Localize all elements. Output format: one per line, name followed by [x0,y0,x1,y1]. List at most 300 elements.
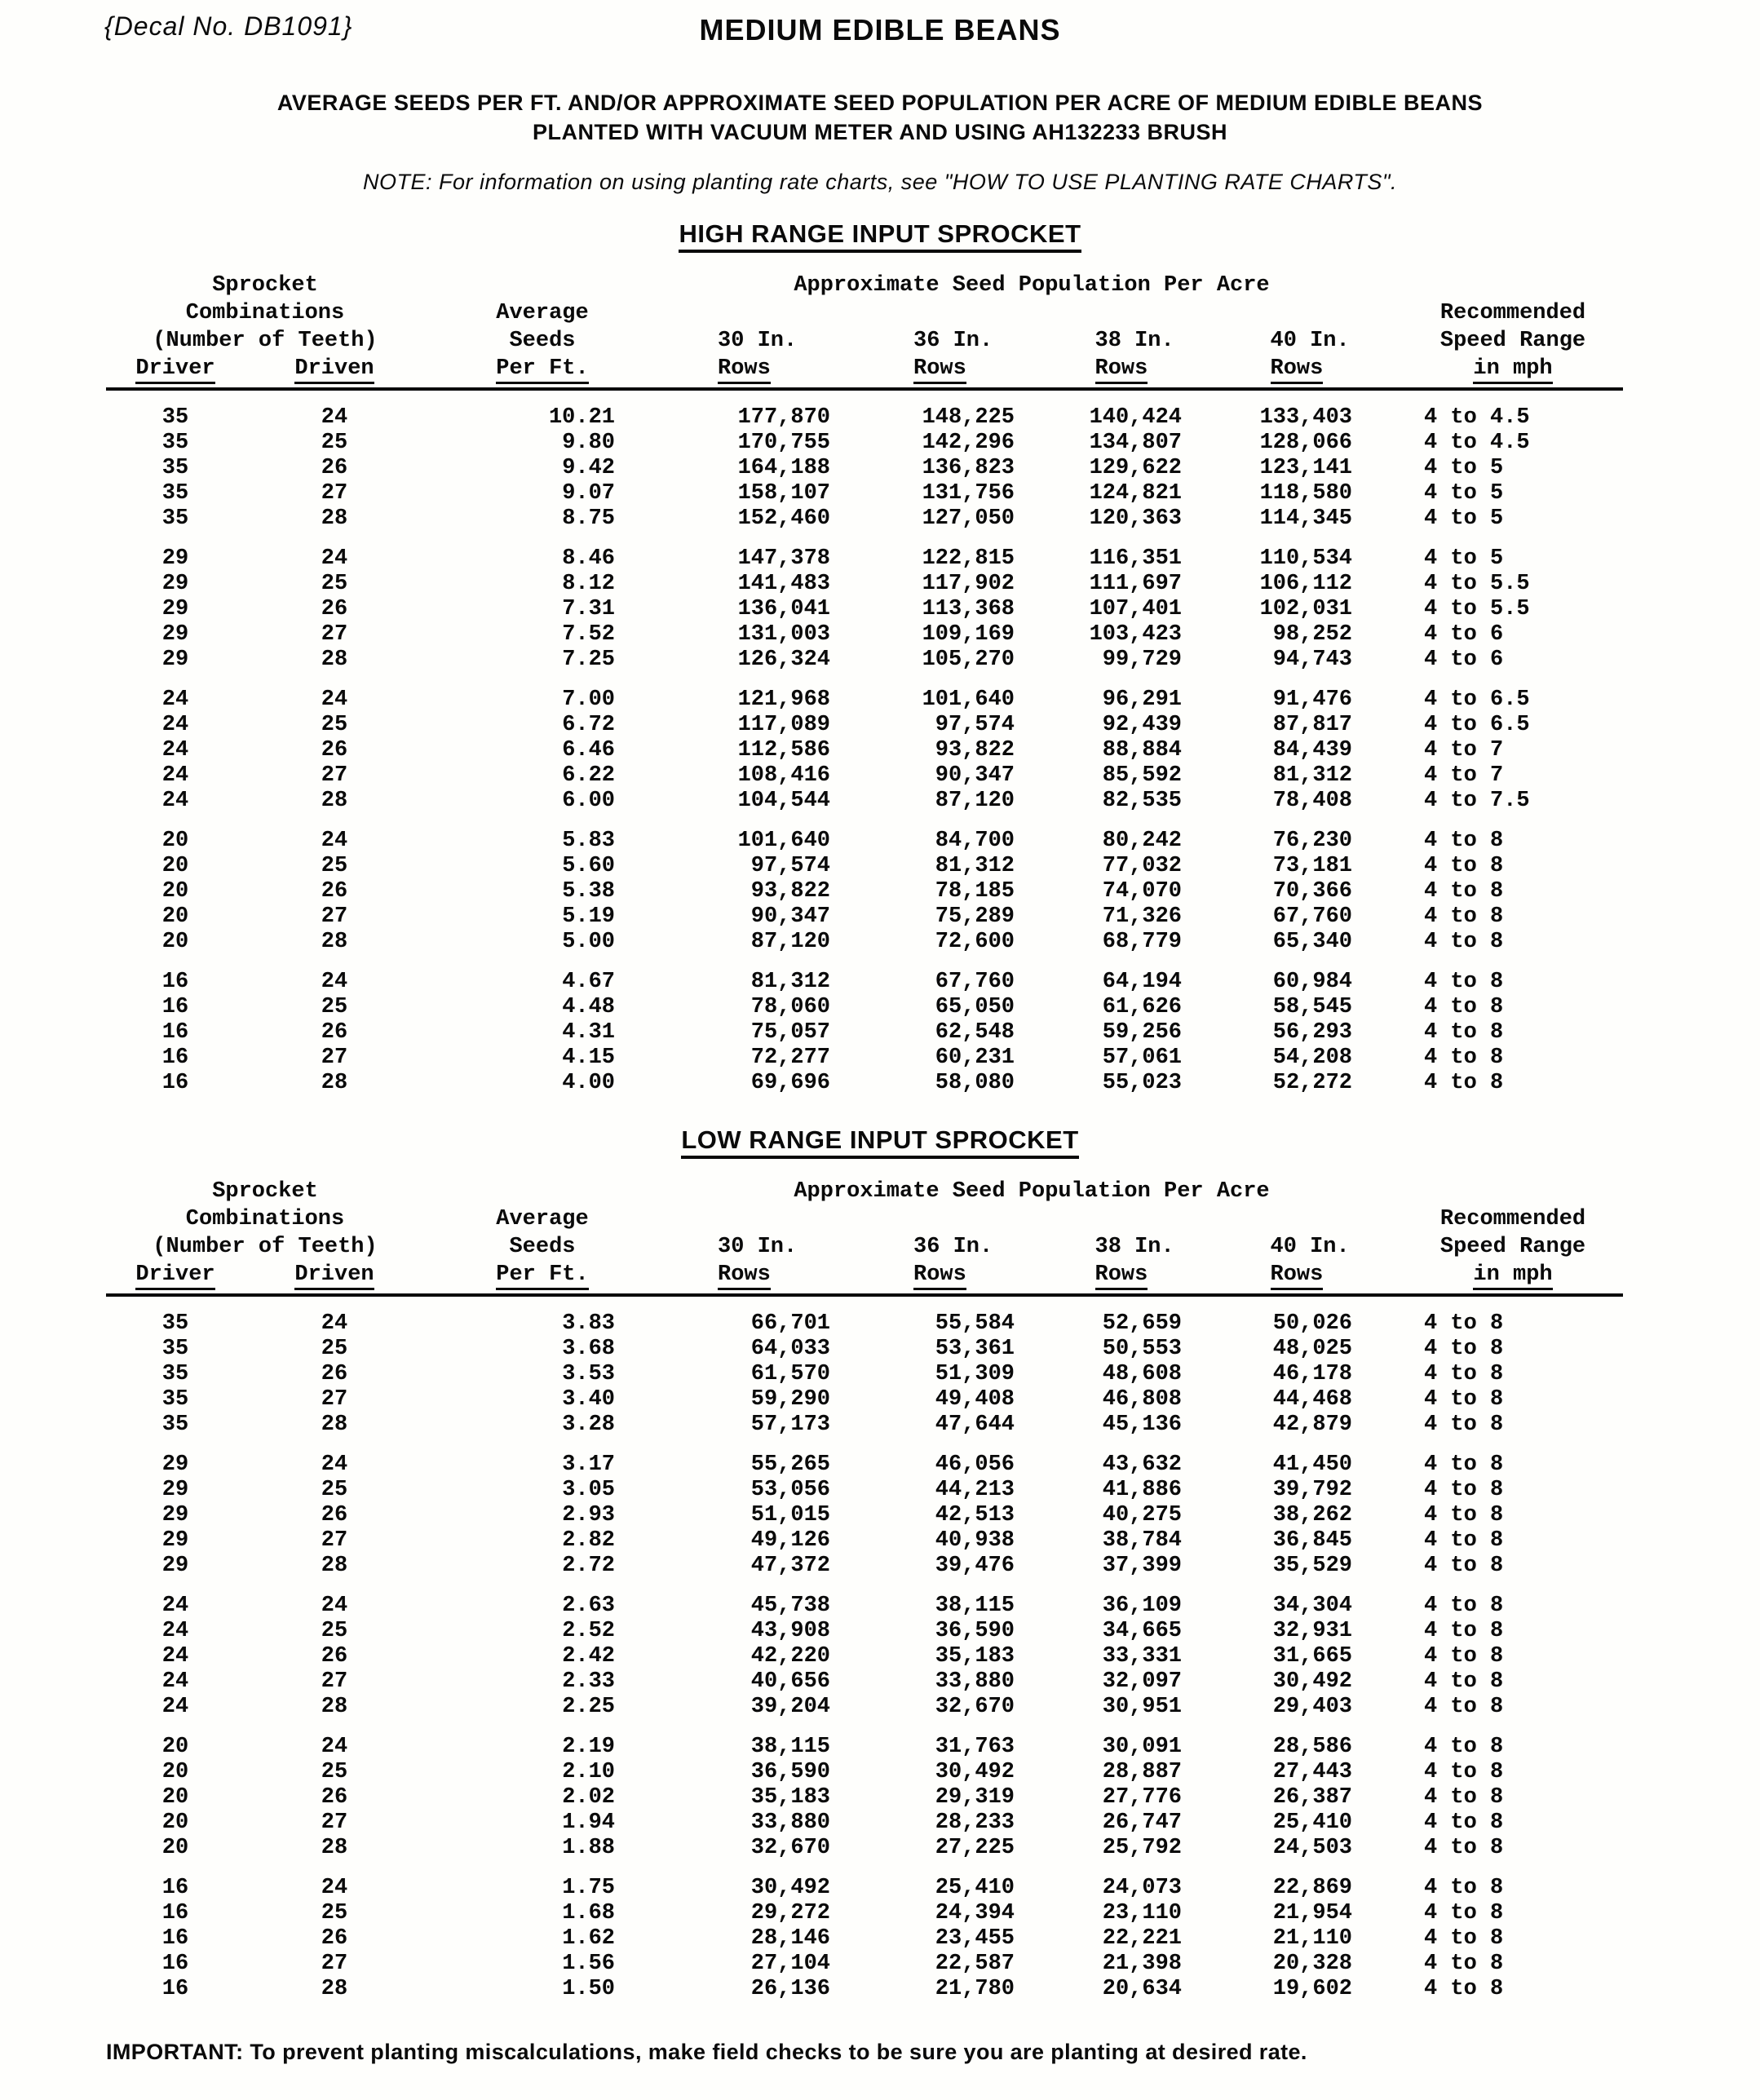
rows-30in-cell: 75,057 [750,1020,830,1045]
rows-30in-cell: 45,738 [750,1594,830,1618]
rows-36in-cell: 127,050 [922,506,1015,531]
seeds-per-ft-cell: 3.28 [562,1413,615,1437]
rows-38in-cell: 80,242 [1102,829,1182,853]
speed-range-cell: 4 to 8 [1424,1735,1504,1759]
driven-cell: 24 [321,1594,348,1618]
rows-38in-cell: 99,729 [1102,648,1182,672]
driven-cell: 25 [321,1760,348,1784]
group-gap [106,1438,1623,1452]
rows-40in-cell: 76,230 [1272,829,1352,853]
driven-cell: 28 [321,930,348,954]
col-header-36in: 36 In. [913,1235,993,1259]
driven-header: Driven [245,356,424,384]
driver-cell: 20 [161,1785,189,1810]
speed-range-cell: 4 to 8 [1424,1901,1504,1925]
rows-38in-cell: 40,275 [1102,1503,1182,1527]
driver-cell: 20 [161,1836,189,1860]
rows-30in-cell: 101,640 [737,829,830,853]
rows-header-36in: Rows [865,356,1052,384]
seeds-per-ft-cell: 3.83 [562,1311,615,1336]
driver-cell: 29 [161,1478,189,1502]
speed-range-cell: 4 to 8 [1424,1387,1504,1412]
table-row [106,713,1623,738]
rows-40in-cell: 26,387 [1272,1785,1352,1810]
rows-38in-cell: 52,659 [1102,1311,1182,1336]
rows-40in-cell: 78,408 [1272,789,1352,813]
rows-30in-cell: 55,265 [750,1452,830,1477]
document-subtitle [0,88,1760,147]
seeds-per-ft-cell: 5.00 [562,930,615,954]
driver-cell: 20 [161,930,189,954]
rows-36in-cell: 31,763 [935,1735,1015,1759]
rows-38in-cell: 27,776 [1102,1785,1182,1810]
rows-40in-cell: 28,586 [1272,1735,1352,1759]
rows-30in-cell: 49,126 [750,1528,830,1553]
rows-38in-cell: 59,256 [1102,1020,1182,1045]
rows-40in-cell: 60,984 [1272,970,1352,994]
seeds-per-ft-cell: 10.21 [548,405,615,430]
rows-36in-cell: 78,185 [935,879,1015,904]
rows-30in-cell: 66,701 [750,1311,830,1336]
rows-header-40in: Rows [1227,356,1403,384]
table-row [106,1836,1623,1861]
driver-cell: 24 [161,1619,189,1643]
rows-40in-cell: 38,262 [1272,1503,1352,1527]
rows-40in-cell: 42,879 [1272,1413,1352,1437]
driver-cell: 35 [161,1337,189,1361]
rows-36in-cell: 33,880 [935,1669,1015,1694]
driven-cell: 27 [321,1669,348,1694]
rows-40in-cell: 58,545 [1272,995,1352,1019]
seeds-per-ft-cell: 4.00 [562,1071,615,1095]
seeds-per-ft-cell: 6.46 [562,738,615,763]
rows-30in-cell: 121,968 [737,687,830,712]
rows-40in-cell: 98,252 [1272,622,1352,647]
speed-range-cell: 4 to 8 [1424,970,1504,994]
driver-cell: 35 [161,506,189,531]
speed-range-cell: 4 to 8 [1424,1669,1504,1694]
sprocket-header-line1: Sprocket [212,1179,318,1204]
rows-40in-cell: 65,340 [1272,930,1352,954]
rows-38in-cell: 140,424 [1089,405,1182,430]
rows-36in-cell: 72,600 [935,930,1015,954]
table-row [106,995,1623,1020]
rows-38in-cell: 22,221 [1102,1926,1182,1951]
driver-cell: 24 [161,1669,189,1694]
rows-38in-cell: 129,622 [1089,456,1182,480]
driven-cell: 27 [321,1528,348,1553]
driver-cell: 16 [161,1926,189,1951]
speed-range-cell: 4 to 6 [1424,648,1504,672]
table-row [106,405,1623,431]
rows-38in-cell: 21,398 [1102,1952,1182,1976]
rows-30in-cell: 32,670 [750,1836,830,1860]
rows-30in-cell: 35,183 [750,1785,830,1810]
driver-cell: 16 [161,1071,189,1095]
rows-38in-cell: 30,091 [1102,1735,1182,1759]
group-gap [106,532,1623,546]
rows-36in-cell: 62,548 [935,1020,1015,1045]
table-row [106,546,1623,572]
rows-header-38in: Rows [1052,356,1227,384]
mph-header: in mph [1403,1262,1623,1290]
seeds-per-ft-cell: 2.63 [562,1594,615,1618]
speed-range-cell: 4 to 8 [1424,904,1504,929]
rows-36in-cell: 46,056 [935,1452,1015,1477]
speed-range-cell: 4 to 8 [1424,829,1504,853]
rows-header-38in: Rows [1052,1262,1227,1290]
speed-header-line2: Speed Range [1439,329,1586,353]
rows-38in-cell: 26,747 [1102,1810,1182,1835]
subtitle-line-2: PLANTED WITH VACUUM METER AND USING AH132233 BRUSH [532,120,1228,144]
group-gap [106,1720,1623,1735]
speed-range-cell: 4 to 7 [1424,763,1504,788]
driven-cell: 26 [321,456,348,480]
driven-cell: 28 [321,1554,348,1578]
seeds-per-ft-cell: 6.72 [562,713,615,737]
speed-range-cell: 4 to 5 [1424,546,1504,571]
speed-range-cell: 4 to 7.5 [1424,789,1530,813]
rows-38in-cell: 57,061 [1102,1046,1182,1070]
driven-cell: 26 [321,1785,348,1810]
driven-cell: 25 [321,713,348,737]
rows-38in-cell: 71,326 [1102,904,1182,929]
col-header-36in: 36 In. [913,329,993,353]
rows-38in-cell: 50,553 [1102,1337,1182,1361]
rows-40in-cell: 118,580 [1259,481,1352,506]
seeds-per-ft-cell: 3.40 [562,1387,615,1412]
rows-36in-cell: 75,289 [935,904,1015,929]
rows-38in-cell: 88,884 [1102,738,1182,763]
sprocket-header-line2: Combinations [185,1207,345,1231]
driver-cell: 20 [161,1810,189,1835]
driver-cell: 16 [161,1020,189,1045]
driver-cell: 35 [161,1362,189,1386]
rows-40in-cell: 21,954 [1272,1901,1352,1925]
driver-cell: 20 [161,879,189,904]
driver-cell: 20 [161,904,189,929]
table-row [106,648,1623,673]
speed-range-cell: 4 to 8 [1424,1362,1504,1386]
speed-header-line2: Speed Range [1439,1235,1586,1259]
table-row [106,622,1623,648]
rows-36in-cell: 97,574 [935,713,1015,737]
driven-cell: 27 [321,622,348,647]
driven-cell: 27 [321,904,348,929]
rows-40in-cell: 128,066 [1259,431,1352,455]
rows-36in-cell: 21,780 [935,1977,1015,2001]
rows-36in-cell: 60,231 [935,1046,1015,1070]
table-row [106,1046,1623,1071]
group-gap [106,814,1623,829]
driven-cell: 25 [321,1619,348,1643]
rows-36in-cell: 42,513 [935,1503,1015,1527]
rows-40in-cell: 48,025 [1272,1337,1352,1361]
rows-36in-cell: 35,183 [935,1644,1015,1669]
table-row [106,1760,1623,1785]
rows-40in-cell: 44,468 [1272,1387,1352,1412]
rows-36in-cell: 67,760 [935,970,1015,994]
col-header-30in: 30 In. [718,1235,798,1259]
speed-range-cell: 4 to 5.5 [1424,572,1530,596]
table-row [106,1554,1623,1579]
rows-30in-cell: 69,696 [750,1071,830,1095]
driven-cell: 24 [321,1735,348,1759]
seeds-per-ft-cell: 4.31 [562,1020,615,1045]
rows-40in-cell: 21,110 [1272,1926,1352,1951]
table-row [106,597,1623,622]
seeds-per-ft-cell: 8.75 [562,506,615,531]
driver-cell: 35 [161,1387,189,1412]
speed-range-cell: 4 to 8 [1424,930,1504,954]
col-header-38in: 38 In. [1094,1235,1174,1259]
rows-40in-cell: 110,534 [1259,546,1352,571]
rows-30in-cell: 47,372 [750,1554,830,1578]
rows-40in-cell: 56,293 [1272,1020,1352,1045]
seeds-per-ft-cell: 4.48 [562,995,615,1019]
rows-30in-cell: 152,460 [737,506,830,531]
seeds-per-ft-cell: 4.67 [562,970,615,994]
rows-36in-cell: 22,587 [935,1952,1015,1976]
seeds-per-ft-cell: 1.56 [562,1952,615,1976]
speed-range-cell: 4 to 8 [1424,1046,1504,1070]
table-row [106,1452,1623,1478]
rows-40in-cell: 31,665 [1272,1644,1352,1669]
rows-36in-cell: 36,590 [935,1619,1015,1643]
speed-header-line1: Recommended [1439,1207,1586,1231]
table-row [106,1810,1623,1836]
subtitle-line-1: AVERAGE SEEDS PER FT. AND/OR APPROXIMATE SEED POPULATION PER ACRE OF MEDIUM EDIBLE BEANS [276,91,1484,115]
rows-36in-cell: 101,640 [922,687,1015,712]
driven-cell: 26 [321,1362,348,1386]
driven-cell: 24 [321,829,348,853]
rows-36in-cell: 90,347 [935,763,1015,788]
table-row [106,763,1623,789]
col-header-40in: 40 In. [1270,329,1350,353]
seeds-per-ft-cell: 8.46 [562,546,615,571]
seeds-per-ft-cell: 7.00 [562,687,615,712]
speed-range-cell: 4 to 8 [1424,1760,1504,1784]
driver-cell: 29 [161,622,189,647]
driven-cell: 27 [321,481,348,506]
driven-cell: 27 [321,1387,348,1412]
rows-header-36in: Rows [865,1262,1052,1290]
table-row [106,1337,1623,1362]
seeds-per-ft-cell: 6.00 [562,789,615,813]
driver-cell: 16 [161,1876,189,1900]
rows-36in-cell: 148,225 [922,405,1015,430]
speed-range-cell: 4 to 8 [1424,854,1504,878]
rows-40in-cell: 27,443 [1272,1760,1352,1784]
table-row [106,1926,1623,1952]
table-row [106,431,1623,456]
rows-38in-cell: 64,194 [1102,970,1182,994]
rows-30in-cell: 29,272 [750,1901,830,1925]
table-row [106,829,1623,854]
rows-40in-cell: 87,817 [1272,713,1352,737]
rows-36in-cell: 87,120 [935,789,1015,813]
high-range-table-body [106,405,1623,1096]
rows-36in-cell: 53,361 [935,1337,1015,1361]
seeds-per-ft-cell: 5.19 [562,904,615,929]
rows-30in-cell: 51,015 [750,1503,830,1527]
table-row [106,1362,1623,1387]
rows-38in-cell: 38,784 [1102,1528,1182,1553]
seeds-per-ft-cell: 9.07 [562,481,615,506]
rows-30in-cell: 136,041 [737,597,830,621]
rows-40in-cell: 30,492 [1272,1669,1352,1694]
driven-cell: 24 [321,970,348,994]
rows-38in-cell: 124,821 [1089,481,1182,506]
driven-cell: 27 [321,1046,348,1070]
rows-30in-cell: 177,870 [737,405,830,430]
rows-30in-cell: 38,115 [750,1735,830,1759]
seeds-per-ft-cell: 3.53 [562,1362,615,1386]
sprocket-header-line1: Sprocket [212,273,318,298]
rows-30in-cell: 42,220 [750,1644,830,1669]
rows-36in-cell: 131,756 [922,481,1015,506]
rows-36in-cell: 47,644 [935,1413,1015,1437]
rows-30in-cell: 40,656 [750,1669,830,1694]
speed-range-cell: 4 to 8 [1424,1528,1504,1553]
driver-cell: 24 [161,1644,189,1669]
driven-cell: 28 [321,648,348,672]
page-title: MEDIUM EDIBLE BEANS [699,13,1061,46]
rows-36in-cell: 117,902 [922,572,1015,596]
rows-40in-cell: 34,304 [1272,1594,1352,1618]
driver-cell: 35 [161,456,189,480]
rows-header-30in: Rows [661,1262,865,1290]
seeds-per-ft-cell: 7.52 [562,622,615,647]
avg-seeds-header-line1: Average [496,301,589,325]
rows-36in-cell: 44,213 [935,1478,1015,1502]
seeds-per-ft-cell: 9.42 [562,456,615,480]
table-row [106,1619,1623,1644]
driver-header: Driver [106,1262,245,1290]
rows-30in-cell: 108,416 [737,763,830,788]
rows-38in-cell: 107,401 [1089,597,1182,621]
rows-38in-cell: 120,363 [1089,506,1182,531]
table-row [106,1901,1623,1926]
rows-36in-cell: 40,938 [935,1528,1015,1553]
driven-cell: 25 [321,431,348,455]
driven-cell: 28 [321,506,348,531]
rows-40in-cell: 70,366 [1272,879,1352,904]
table-row [106,456,1623,481]
driven-cell: 27 [321,1952,348,1976]
rows-30in-cell: 117,089 [737,713,830,737]
driver-cell: 29 [161,1528,189,1553]
driven-cell: 28 [321,1977,348,2001]
population-header: Approximate Seed Population Per Acre [794,273,1270,298]
speed-range-cell: 4 to 8 [1424,1503,1504,1527]
rows-38in-cell: 23,110 [1102,1901,1182,1925]
driver-cell: 20 [161,854,189,878]
avg-seeds-header-line1: Average [496,1207,589,1231]
driver-header: Driver [106,356,245,384]
driven-cell: 26 [321,738,348,763]
rows-38in-cell: 32,097 [1102,1669,1182,1694]
seeds-per-ft-cell: 2.19 [562,1735,615,1759]
speed-range-cell: 4 to 5 [1424,456,1504,480]
seeds-per-ft-cell: 1.94 [562,1810,615,1835]
rows-30in-cell: 43,908 [750,1619,830,1643]
rows-30in-cell: 90,347 [750,904,830,929]
driver-cell: 29 [161,546,189,571]
driver-cell: 35 [161,1311,189,1336]
rows-36in-cell: 109,169 [922,622,1015,647]
rows-38in-cell: 45,136 [1102,1413,1182,1437]
rows-38in-cell: 55,023 [1102,1071,1182,1095]
rows-36in-cell: 93,822 [935,738,1015,763]
driver-cell: 20 [161,1760,189,1784]
speed-range-cell: 4 to 4.5 [1424,431,1530,455]
section-title-high-range: HIGH RANGE INPUT SPROCKET [0,219,1760,249]
rows-40in-cell: 19,602 [1272,1977,1352,2001]
seeds-per-ft-cell: 2.52 [562,1619,615,1643]
speed-range-cell: 4 to 8 [1424,1020,1504,1045]
table-row [106,789,1623,814]
rows-30in-cell: 26,136 [750,1977,830,2001]
driver-cell: 24 [161,713,189,737]
seeds-per-ft-cell: 2.93 [562,1503,615,1527]
speed-range-cell: 4 to 6 [1424,622,1504,647]
col-header-38in: 38 In. [1094,329,1174,353]
rows-38in-cell: 134,807 [1089,431,1182,455]
rows-38in-cell: 46,808 [1102,1387,1182,1412]
speed-range-cell: 4 to 8 [1424,1952,1504,1976]
speed-range-cell: 4 to 8 [1424,1619,1504,1643]
driver-cell: 24 [161,789,189,813]
driver-cell: 24 [161,687,189,712]
rows-30in-cell: 158,107 [737,481,830,506]
driven-cell: 24 [321,687,348,712]
speed-range-cell: 4 to 8 [1424,1926,1504,1951]
driven-cell: 25 [321,995,348,1019]
driven-cell: 24 [321,1452,348,1477]
sprocket-header-line3: (Number of Teeth) [153,1235,378,1259]
seeds-per-ft-cell: 2.02 [562,1785,615,1810]
rows-30in-cell: 104,544 [737,789,830,813]
rows-30in-cell: 61,570 [750,1362,830,1386]
rows-38in-cell: 28,887 [1102,1760,1182,1784]
speed-range-cell: 4 to 5 [1424,481,1504,506]
speed-range-cell: 4 to 8 [1424,1337,1504,1361]
seeds-per-ft-cell: 7.31 [562,597,615,621]
rows-36in-cell: 81,312 [935,854,1015,878]
table-row [106,572,1623,597]
table-row [106,1952,1623,1977]
rows-40in-cell: 50,026 [1272,1311,1352,1336]
speed-range-cell: 4 to 8 [1424,1836,1504,1860]
population-header: Approximate Seed Population Per Acre [794,1179,1270,1204]
table-row [106,1695,1623,1720]
rows-40in-cell: 91,476 [1272,687,1352,712]
rows-30in-cell: 36,590 [750,1760,830,1784]
rows-30in-cell: 39,204 [750,1695,830,1719]
driven-cell: 26 [321,1926,348,1951]
rows-40in-cell: 32,931 [1272,1619,1352,1643]
table-row [106,1735,1623,1760]
speed-range-cell: 4 to 8 [1424,1785,1504,1810]
table-row [106,879,1623,904]
driver-cell: 29 [161,572,189,596]
seeds-per-ft-cell: 9.80 [562,431,615,455]
seeds-per-ft-cell: 3.05 [562,1478,615,1502]
table-row [106,1503,1623,1528]
table-row [106,1478,1623,1503]
rows-36in-cell: 29,319 [935,1785,1015,1810]
